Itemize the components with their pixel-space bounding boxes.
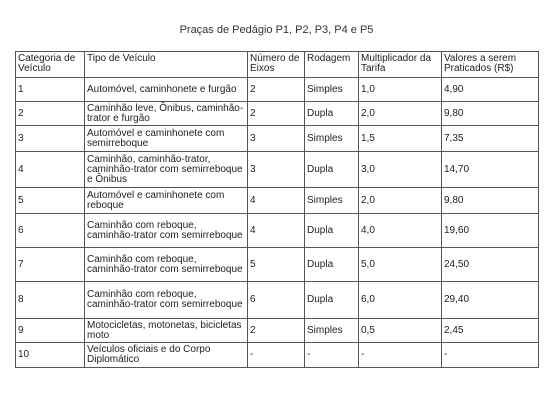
header-multiplicador: Multiplicador da Tarifa <box>359 52 442 78</box>
cell-categoria: 1 <box>16 78 85 102</box>
cell-categoria: 7 <box>16 248 85 282</box>
cell-rodagem: Dupla <box>305 102 359 126</box>
cell-eixos: - <box>248 343 305 368</box>
table-header-row <box>16 52 539 78</box>
cell-categoria: 3 <box>16 126 85 152</box>
cell-valor: 7,35 <box>442 126 539 152</box>
cell-tipo: Automóvel e caminhonete com reboque <box>85 188 248 214</box>
cell-tipo: Caminhão com reboque, caminhão-trator com semirreboque <box>85 214 248 248</box>
cell-rodagem: Simples <box>305 126 359 152</box>
header-rodagem: Rodagem <box>305 52 359 78</box>
page-title: Praças de Pedágio P1, P2, P3, P4 e P5 <box>179 24 374 36</box>
cell-valor: 9,80 <box>442 188 539 214</box>
cell-multiplicador: 3,0 <box>359 152 442 188</box>
cell-rodagem: Dupla <box>305 248 359 282</box>
table-row <box>16 343 539 368</box>
cell-eixos: 3 <box>248 126 305 152</box>
cell-valor: - <box>442 343 539 368</box>
cell-categoria: 6 <box>16 214 85 248</box>
cell-tipo: Motocicletas, motonetas, bicicletas moto <box>85 319 248 343</box>
cell-eixos: 2 <box>248 78 305 102</box>
cell-categoria: 9 <box>16 319 85 343</box>
table-row <box>16 126 539 152</box>
cell-rodagem: Dupla <box>305 152 359 188</box>
cell-tipo: Caminhão com reboque, caminhão-trator com semirreboque <box>85 248 248 282</box>
cell-valor: 29,40 <box>442 282 539 319</box>
cell-rodagem: Simples <box>305 78 359 102</box>
cell-eixos: 2 <box>248 102 305 126</box>
table-row <box>16 102 539 126</box>
table-row <box>16 248 539 282</box>
cell-valor: 14,70 <box>442 152 539 188</box>
cell-rodagem: Dupla <box>305 282 359 319</box>
cell-categoria: 8 <box>16 282 85 319</box>
table-row <box>16 282 539 319</box>
cell-eixos: 6 <box>248 282 305 319</box>
cell-rodagem: Simples <box>305 319 359 343</box>
cell-categoria: 10 <box>16 343 85 368</box>
cell-rodagem: Dupla <box>305 214 359 248</box>
cell-categoria: 2 <box>16 102 85 126</box>
cell-valor: 2,45 <box>442 319 539 343</box>
table-row <box>16 319 539 343</box>
cell-eixos: 4 <box>248 188 305 214</box>
cell-multiplicador: 6,0 <box>359 282 442 319</box>
cell-tipo: Automóvel e caminhonete com semirreboque <box>85 126 248 152</box>
cell-tipo: Caminhão leve, Ônibus, caminhão-trator e furgão <box>85 102 248 126</box>
cell-valor: 19,60 <box>442 214 539 248</box>
cell-eixos: 3 <box>248 152 305 188</box>
cell-valor: 24,50 <box>442 248 539 282</box>
cell-tipo: Caminhão com reboque, caminhão-trator com semirreboque <box>85 282 248 319</box>
cell-categoria: 4 <box>16 152 85 188</box>
header-categoria: Categoria de Veículo <box>16 52 85 78</box>
cell-valor: 9,80 <box>442 102 539 126</box>
cell-tipo: Caminhão, caminhão-trator, caminhão-trator com semirreboque e Ônibus <box>85 152 248 188</box>
cell-multiplicador: 1,5 <box>359 126 442 152</box>
cell-tipo: Automóvel, caminhonete e furgão <box>85 78 248 102</box>
toll-rates-table <box>15 51 539 368</box>
header-valores: Valores a serem Praticados (R$) <box>442 52 539 78</box>
cell-multiplicador: 2,0 <box>359 102 442 126</box>
cell-multiplicador: 1,0 <box>359 78 442 102</box>
cell-multiplicador: 4,0 <box>359 214 442 248</box>
cell-multiplicador: 2,0 <box>359 188 442 214</box>
table-row <box>16 78 539 102</box>
header-tipo: Tipo de Veículo <box>85 52 248 78</box>
cell-categoria: 5 <box>16 188 85 214</box>
cell-valor: 4,90 <box>442 78 539 102</box>
table-row <box>16 188 539 214</box>
cell-multiplicador: - <box>359 343 442 368</box>
cell-tipo: Veículos oficiais e do Corpo Diplomático <box>85 343 248 368</box>
table-row <box>16 214 539 248</box>
cell-rodagem: - <box>305 343 359 368</box>
cell-eixos: 2 <box>248 319 305 343</box>
cell-multiplicador: 0,5 <box>359 319 442 343</box>
cell-multiplicador: 5,0 <box>359 248 442 282</box>
cell-rodagem: Simples <box>305 188 359 214</box>
table-row <box>16 152 539 188</box>
cell-eixos: 4 <box>248 214 305 248</box>
header-eixos: Número de Eixos <box>248 52 305 78</box>
cell-eixos: 5 <box>248 248 305 282</box>
